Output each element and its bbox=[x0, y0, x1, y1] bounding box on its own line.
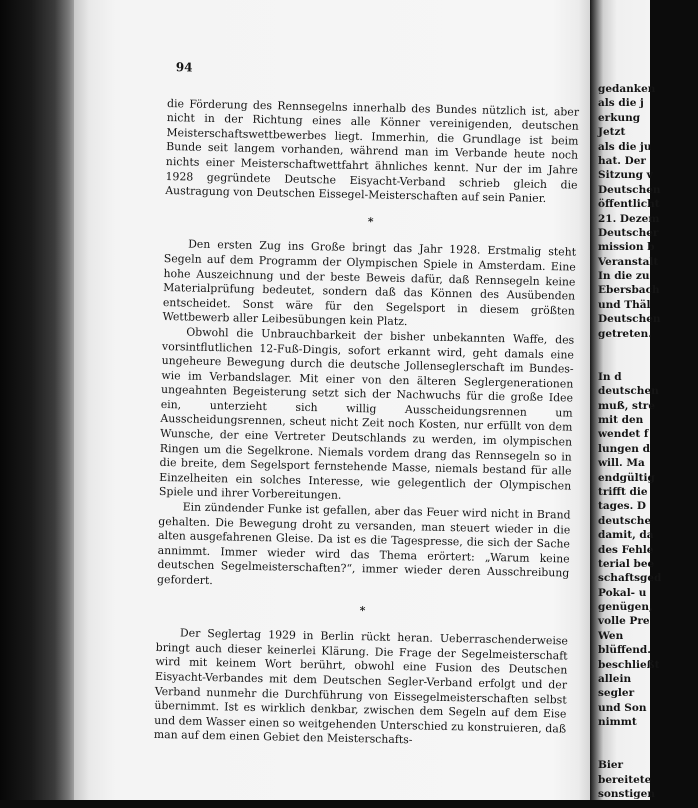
right-page-line: hat. Der bbox=[598, 154, 646, 167]
right-page-line: erkung bbox=[598, 111, 641, 124]
paragraph: Der Seglertag 1929 in Berlin rückt heran. Ueberraschenderweise bringt auch dieser keinerlei Klärung. Die Frage der Segelmeisterschaft wird mit keinem Wort berührt, obwohl eine Fusion des Deutschen Eisyacht-Verbandes mit dem Deutschen Segler-Verband erfolgt und der Verband nunmehr die Durchführung von Eissegelmeisterschaften selbst übernimmt. Ist es wirklich denkbar, zwischen dem Segeln auf dem Eise und dem Wasser einen so weitgehenden Unterschied zu konstruieren, daß man auf dem einen Gebiet den Meisterschafts- bbox=[153, 626, 569, 747]
paragraph: Ein zündender Funke ist gefallen, aber das Feuer wird nicht in Brand gehalten. Die Bewegung droht zu versanden, man steuert wieder in die alten ausgefahrenen Gleise. Da ist es die Tagespresse, die sich der Sache annimmt. Immer wieder wird das Thema erörtert: „Warum keine deutschen Segelmeisterschaften?“, immer wieder deren Ausschreibung gefordert. bbox=[156, 500, 571, 588]
right-page-line: beschließt bbox=[598, 658, 660, 671]
right-page-line: nimmt bbox=[598, 716, 637, 729]
right-page-line: will. Ma bbox=[598, 457, 645, 470]
paragraph: Den ersten Zug ins Große bringt das Jahr 1928. Erstmalig steht Segeln auf dem Programm der Olympischen Spiele in Amsterdam. Eine hohe Auszeichnung und der beste Beweis dafür, daß Rennsegeln keine Materialprüfung bedeutet, sondern daß das Können des Ausübenden entscheidet. Sonst wäre für den Segelsport in diesem größten Wettbewerb aller Leibesübungen kein Platz. bbox=[162, 237, 577, 329]
right-page-line: Jetzt bbox=[598, 126, 626, 139]
right-page-line: als die ju bbox=[598, 140, 652, 153]
section-divider-asterisk: * bbox=[367, 214, 374, 229]
right-page-line: In d bbox=[598, 370, 622, 383]
right-page-line: und Son bbox=[598, 701, 647, 714]
right-page-line: genügen, bbox=[598, 601, 653, 614]
right-page-line bbox=[598, 341, 698, 355]
right-page-line: 21. Dezem bbox=[598, 212, 660, 225]
left-page-text bbox=[153, 60, 580, 808]
right-page-line: mission b bbox=[598, 241, 655, 254]
right-page-line: Ebersbach bbox=[598, 284, 660, 297]
paragraph: die Förderung des Rennsegelns innerhalb des Bundes nützlich ist, aber nicht in der Richtung eines alle Könner vereinigenden, deutschen Meisterschaftswettbewerbes liegt. Immerhin, die Grundlage ist beim Bunde seit langem vorhanden, während man im Verbande heute noch nichts einer Meisterschaftwettfahrt ähnliches kennt. Nur der im Jahre 1928 gegründete Deutsche Eisyacht-Verband schrieb gleich die Austragung von Deutschen Eissegel-Meisterschaften auf sein Panier. bbox=[165, 96, 580, 206]
right-page-line: deutschen bbox=[598, 385, 659, 398]
right-page-line: muß, stre bbox=[598, 399, 656, 412]
right-page-line: endgültig bbox=[598, 471, 655, 484]
section-divider-asterisk: * bbox=[359, 603, 366, 617]
right-page-text-fragments bbox=[598, 82, 698, 801]
right-page-line: tages. D bbox=[598, 500, 647, 513]
right-page-line bbox=[598, 744, 698, 758]
right-page-line: damit, da bbox=[598, 529, 654, 542]
right-page-line: Veranstalt bbox=[598, 255, 659, 268]
right-page-line: Pokal- u bbox=[598, 586, 647, 599]
right-page-line: sonstigen bbox=[598, 788, 655, 801]
right-page-line: und Thäl bbox=[598, 298, 651, 311]
right-page-line: öffentlicht bbox=[598, 198, 660, 211]
right-page-line: trifft die bbox=[598, 485, 648, 498]
book-spine-shadow bbox=[0, 0, 78, 800]
right-page-line: Deutschen bbox=[598, 183, 661, 196]
right-page-line: allein bbox=[598, 673, 632, 686]
right-page-line: getreten. bbox=[598, 327, 652, 340]
right-page-line: blüffend. bbox=[598, 644, 651, 657]
right-page-line: Bier bbox=[598, 759, 624, 772]
right-page-line: wendet f bbox=[598, 428, 649, 441]
page-number: 94 bbox=[175, 60, 193, 75]
right-page-line bbox=[598, 355, 698, 369]
right-page-line: lungen d bbox=[598, 442, 650, 455]
right-page-line: In die zu bbox=[598, 270, 650, 283]
paragraph: Obwohl die Unbrauchbarkeit der bisher unbekannten Waffe, des vorsintflutlichen 12-Fuß-Dingis, sofort erkannt wird, geht damals eine ungeheure Bewegung durch die deutsche Jollenseglerschaft im Bundes- wie im Verbandslager. Mit einer von den älteren Seglergenerationen ungeahnten Begeisterung setzt sich der Nachwuchs für die große Idee ein, unterzieht sich willig Ausscheidungsrennen um Ausscheidungsrennen, scheut nicht Zeit noch Kosten, nur erfüllt von dem Wunsche, der eine Vertreter Deutschlands zu werden, im olympischen Ringen um die Segelkrone. Niemals vordem drang das Rennsegeln so in die breite, dem Segelsport fernstehende Masse, niemals bestand für alle Einzelheiten ein solches Interesse, wie gelegentlich der Olympischen Spiele und ihrer Vorbereitungen. bbox=[158, 325, 575, 503]
right-page-line: segler bbox=[598, 687, 635, 700]
right-page-line: schaftsged bbox=[598, 572, 662, 585]
right-page-line: des Fehle bbox=[598, 543, 654, 556]
right-page-line: terial bee bbox=[598, 557, 655, 570]
right-page-line: Wen bbox=[598, 629, 624, 642]
right-page-line: mit den bbox=[598, 413, 644, 426]
right-page-line: gedanken bbox=[598, 83, 656, 95]
right-page-line: deutsche bbox=[598, 514, 652, 527]
right-page-line bbox=[598, 730, 698, 744]
right-page-line: Sitzung v bbox=[598, 169, 653, 182]
right-page-line: als die j bbox=[598, 97, 644, 110]
right-page-line: bereitete bbox=[598, 773, 652, 786]
right-page-line: Deutschen bbox=[598, 313, 661, 326]
right-page-line: Deutscher bbox=[598, 226, 659, 239]
right-page-line: volle Pre bbox=[598, 615, 650, 628]
